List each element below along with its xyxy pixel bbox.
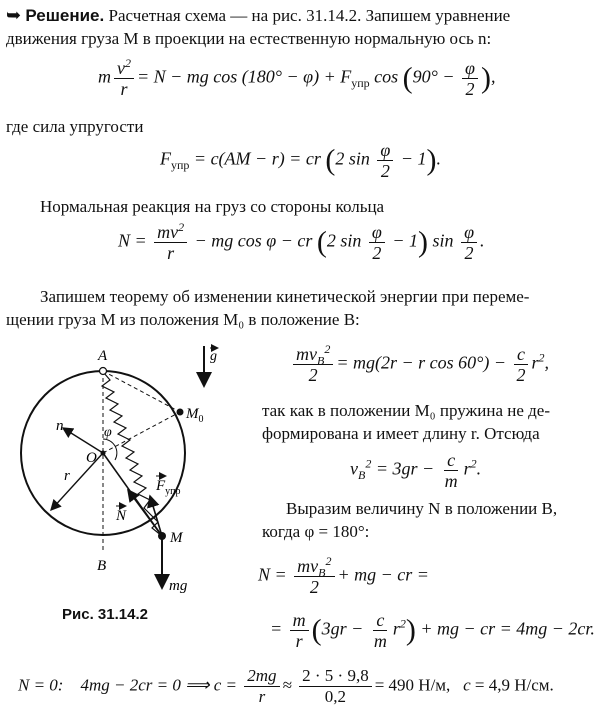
theorem-line-2: щении груза M из положения M₀ в положение B: (6, 310, 360, 329)
label-mg: mg (169, 578, 188, 594)
label-m0: $M_0$ (186, 406, 204, 425)
normal-reaction-label: Нормальная реакция на груз со стороны кольца (40, 197, 385, 216)
equation-6a: N = $\frac{mv_B^2}{2}$ + mg − cr = (258, 554, 429, 597)
point-a (100, 368, 107, 375)
equation-2: $F_{упр} = c(AM - r)$ = cr (2 sin $\frac{\varphi}{2}$ − 1). (160, 140, 441, 181)
label-a: A (98, 348, 108, 364)
intro-line-1: Расчетная схема — на рис. 31.14.2. Запишем уравнение (104, 6, 511, 25)
solution-first-line (6, 4, 510, 27)
solution-heading: Решение. (25, 6, 105, 25)
point-o (101, 451, 106, 456)
n-axis-arrow (63, 428, 103, 453)
label-n: n (56, 418, 64, 434)
label-r: r (64, 468, 70, 484)
point-m0 (177, 409, 184, 416)
label-b: B (97, 558, 107, 574)
point-m (158, 532, 166, 540)
express-line-2: когда φ = 180°: (262, 522, 370, 541)
final-equation: N = 0: 4mg − 2cr = 0 ⟹ c = $\frac{2mg}{r}$ ≈ $\frac{2 \cdot 5 \cdot 9,8}{0,2}$ = 490 Н/м, c = 4,9 Н/см. (18, 666, 554, 706)
express-line-1: Выразим величину N в положении B, (286, 499, 558, 518)
label-n-force: N (116, 508, 127, 524)
theorem-line-1: Запишем теорему об изменении кинетической энергии при переме- (40, 287, 530, 306)
since-line-1: так как в положении M₀ пружина не де- (262, 401, 550, 420)
equation-1: m $\frac{v^2}{r}$ = N − mg $\cos (180^\circ - \varphi) + F_{упр}$ cos (90° − $\frac{\varphi}{2}$ ), (98, 56, 496, 99)
equation-3: N = $\frac{mv^2}{r}$ − mg cos φ − cr (2 sin $\frac{\varphi}{2}$ − 1) sin $\frac{\varphi}{2}$ . (118, 220, 485, 263)
intro-line-2: движения груза M в проекции на естественную нормальную ось n: (6, 29, 492, 48)
label-phi: φ (104, 425, 112, 440)
arrow-icon: ➥ (6, 5, 22, 25)
label-m: M (170, 530, 183, 546)
since-line-2: формирована и имеет длину r. Отсюда (262, 424, 540, 443)
label-o: O (86, 450, 97, 466)
line-o-m0 (103, 412, 180, 453)
equation-6b: = $\frac{m}{r}$ (3gr − $\frac{c}{m}$ $r^2$) + mg − cr = 4mg − 2cr. (270, 610, 595, 651)
label-f-upr: $F_{упр}$ (156, 478, 181, 497)
label-g: g (210, 349, 217, 364)
equation-4: $\frac{mv_B^2}{2}$ = mg(2r − r cos 60°) − $\frac{c}{2}$ $r^2$, (290, 344, 549, 385)
equation-5: $v_B^2 = 3gr$ − $\frac{c}{m}$ $r^2$. (350, 450, 482, 491)
figure-31-14-2 (18, 340, 248, 600)
figure-caption: Рис. 31.14.2 (62, 606, 148, 623)
where-spring-label: где сила упругости (6, 117, 144, 136)
